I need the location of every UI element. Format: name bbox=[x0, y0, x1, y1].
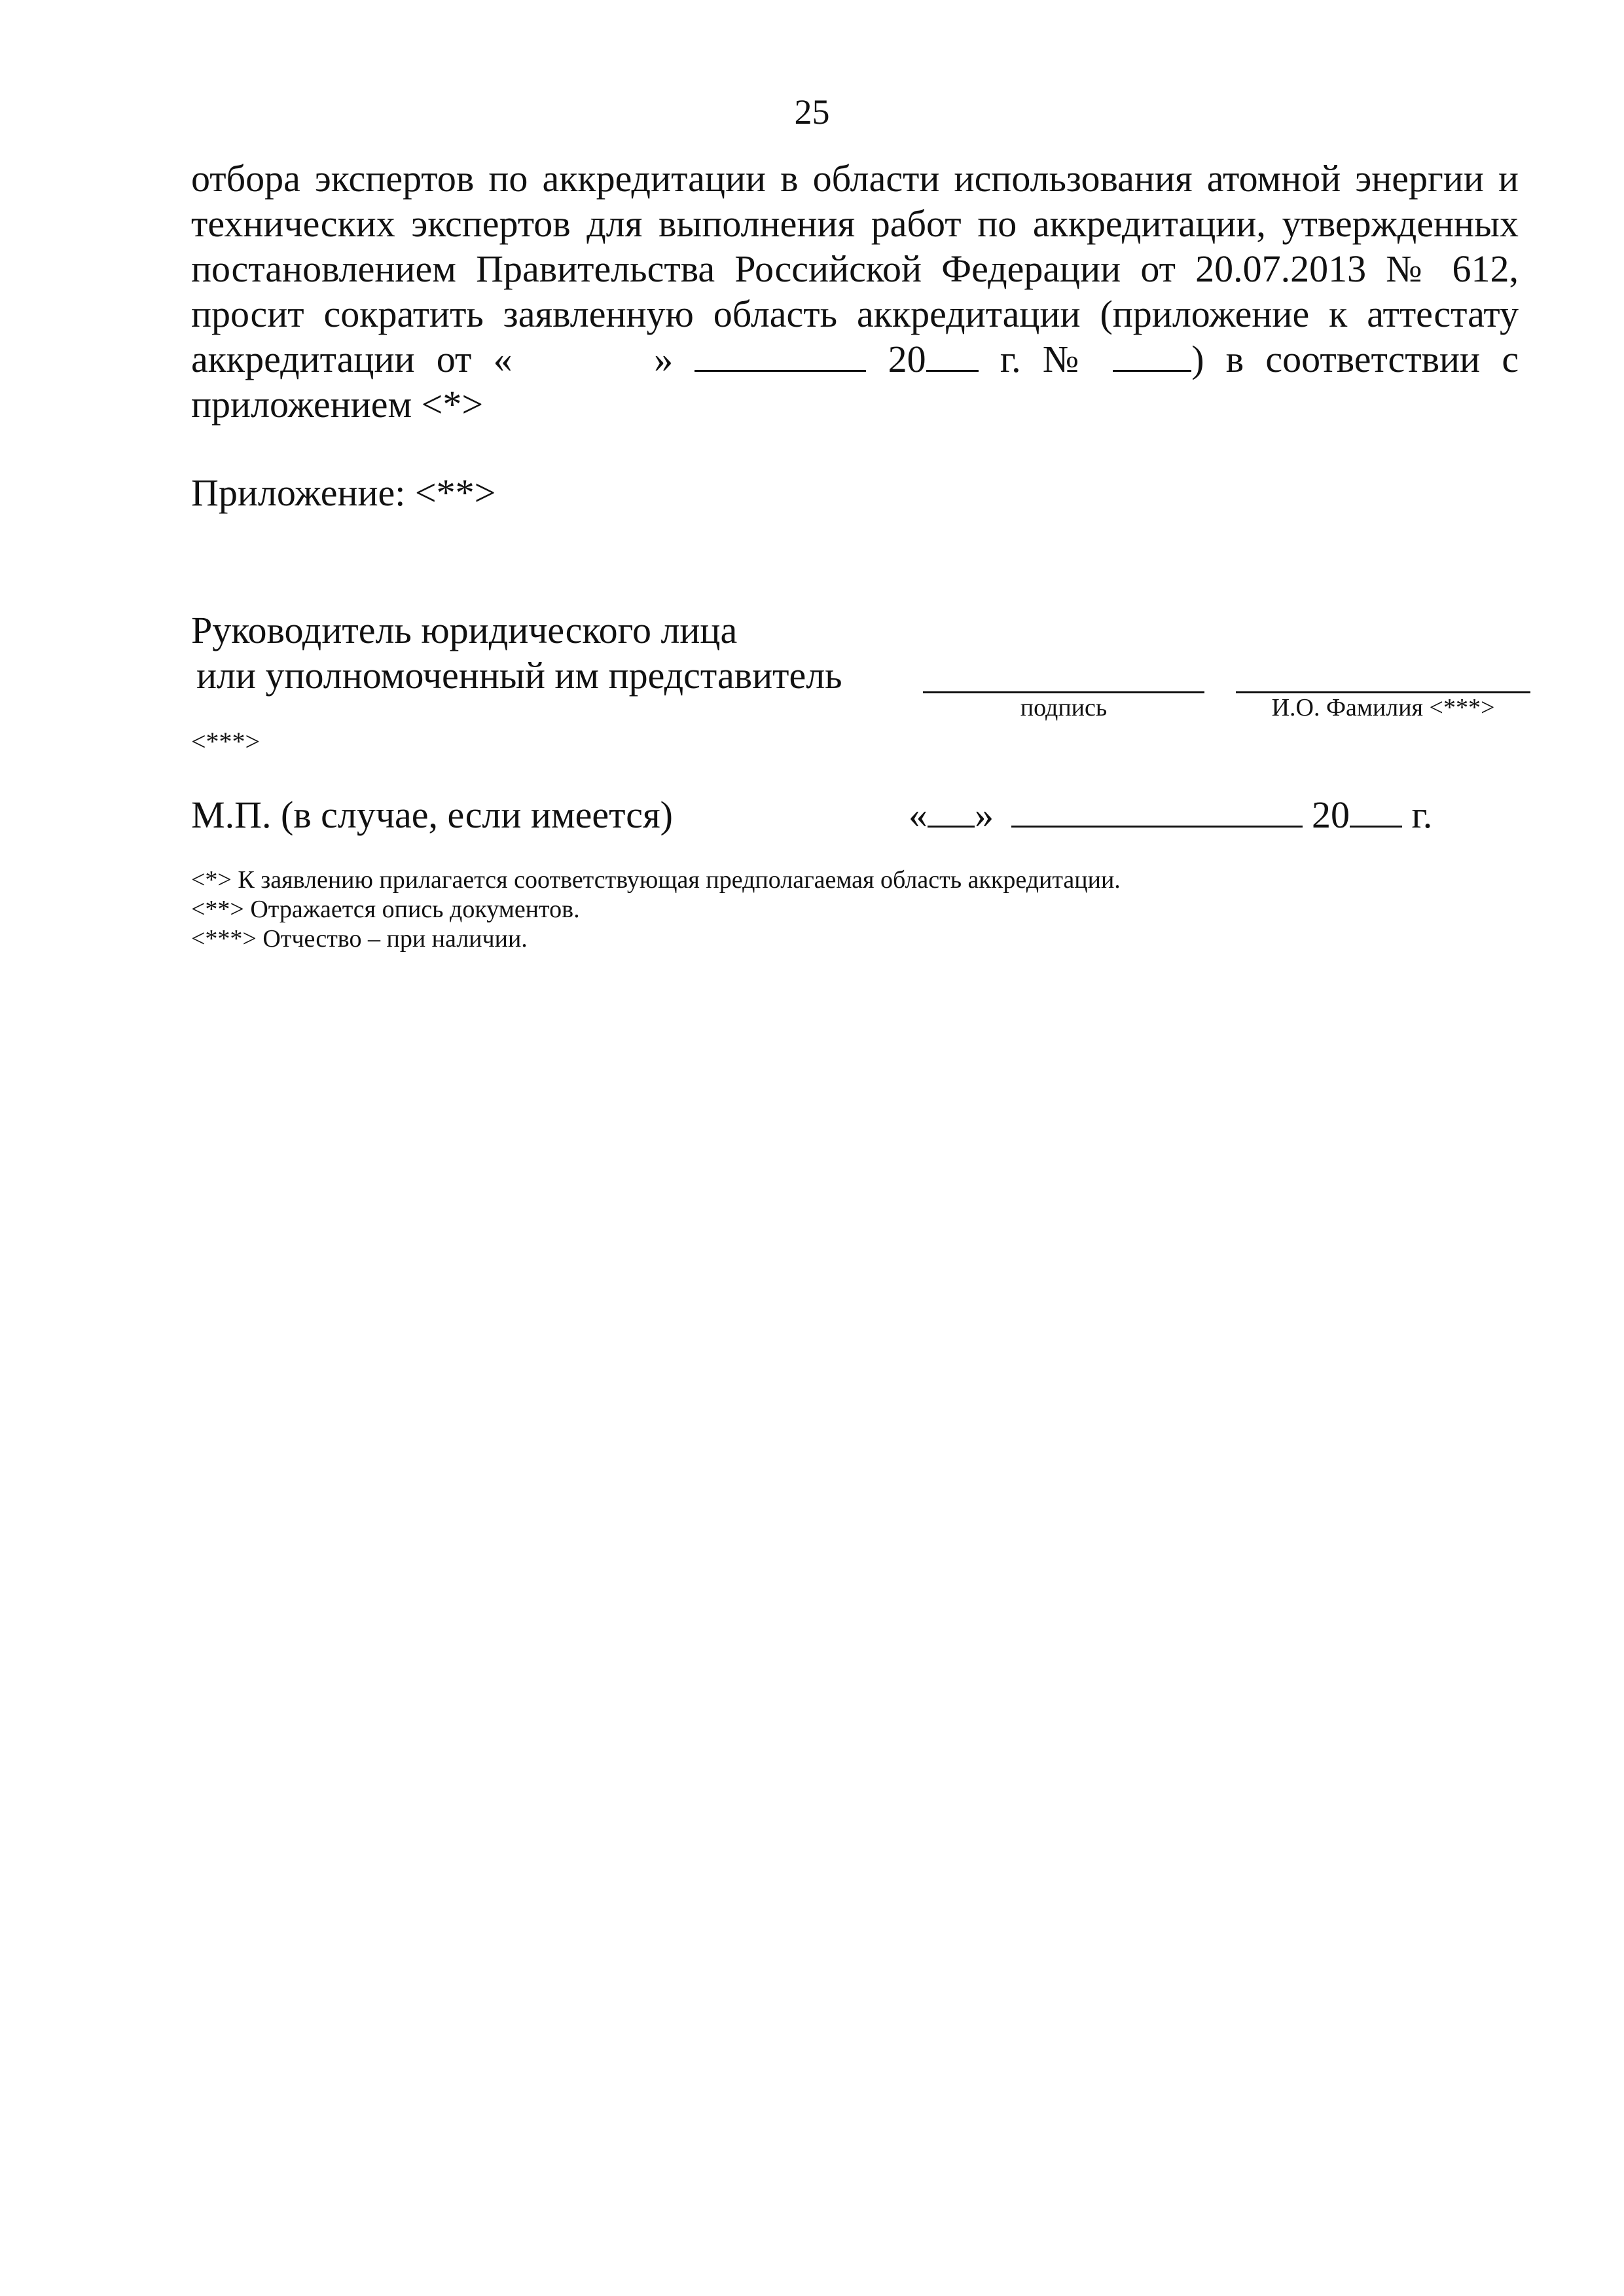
stamp-label: М.П. (в случае, если имеется) bbox=[191, 793, 673, 836]
head-title-line2: или уполномоченный им представитель bbox=[196, 654, 842, 697]
body-text-fragment: » bbox=[654, 338, 674, 380]
body-text-fragment: № bbox=[1042, 338, 1091, 380]
month-blank bbox=[695, 340, 866, 372]
date-month-blank bbox=[1011, 795, 1303, 828]
body-line: постановлением Правительства Российской Федерации от 20.07.2013 № 612, bbox=[191, 247, 1519, 290]
number-blank bbox=[1113, 340, 1191, 372]
date-open-quote: « bbox=[909, 793, 928, 836]
footnotes bbox=[191, 866, 1121, 954]
body-line: приложением <*> bbox=[191, 383, 484, 426]
body-line: отбора экспертов по аккредитации в области использования атомной энергии и bbox=[191, 157, 1519, 200]
body-text-fragment: ) в соответствии с bbox=[1191, 338, 1519, 380]
body-text-fragment: аккредитации от « bbox=[191, 338, 513, 380]
date-year-prefix: 20 bbox=[1312, 793, 1350, 836]
patronymic-note-marker: <***> bbox=[191, 727, 261, 756]
footnote: <***> Отчество – при наличии. bbox=[191, 925, 528, 953]
date-year-suffix: г. bbox=[1411, 793, 1433, 836]
signature-caption: подпись bbox=[1020, 694, 1108, 721]
page-number: 25 bbox=[794, 92, 830, 132]
application-body-text bbox=[191, 156, 1519, 427]
body-line: технических экспертов для выполнения работ по аккредитации, утвержденных bbox=[191, 202, 1519, 245]
date-day-blank bbox=[928, 795, 975, 828]
footnote: <*> К заявлению прилагается соответствующая предполагаемая область аккредитации. bbox=[191, 866, 1121, 894]
year-blank bbox=[926, 340, 979, 372]
body-text-fragment: г. bbox=[1000, 338, 1021, 380]
signing-date bbox=[909, 792, 1432, 837]
body-text-fragment: 20 bbox=[888, 338, 926, 380]
body-line-certificate-date bbox=[191, 337, 1519, 382]
appendix-label: Приложение: <**> bbox=[191, 471, 496, 514]
date-close-quote: » bbox=[975, 793, 994, 836]
day-blank bbox=[534, 342, 632, 372]
footnote: <**> Отражается опись документов. bbox=[191, 896, 580, 923]
head-title-line1: Руководитель юридического лица bbox=[191, 609, 738, 651]
name-caption: И.О. Фамилия <***> bbox=[1271, 694, 1495, 721]
date-year-blank bbox=[1350, 795, 1402, 828]
body-line: просит сократить заявленную область аккредитации (приложение к аттестату bbox=[191, 293, 1519, 335]
